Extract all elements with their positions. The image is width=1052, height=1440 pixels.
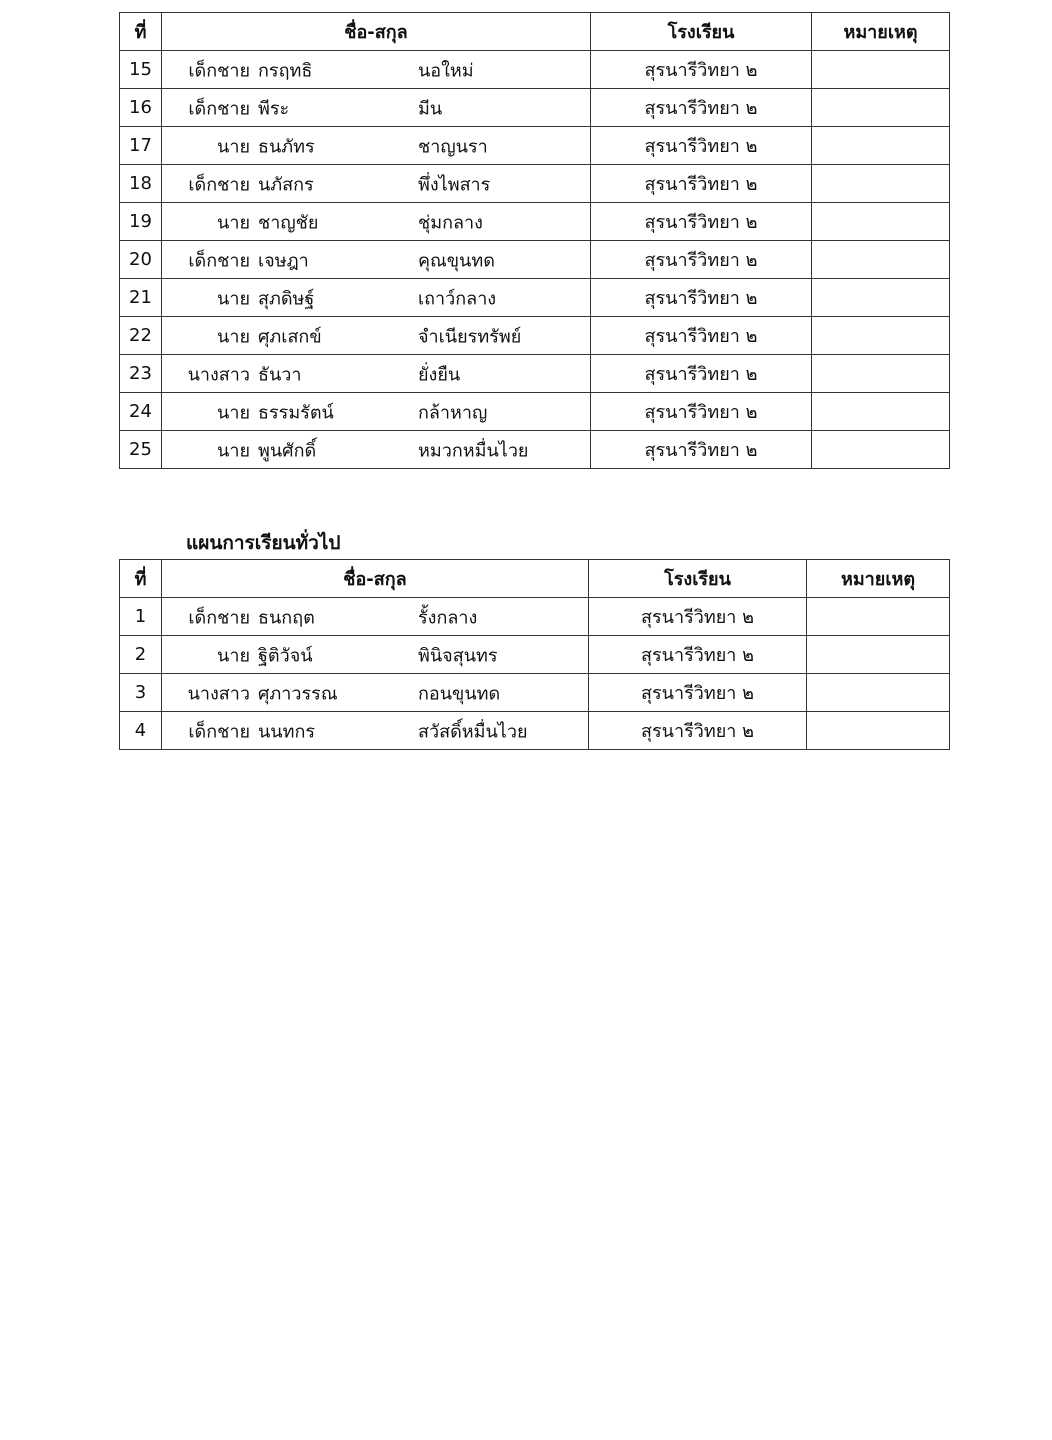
table-header-row [120,560,950,598]
student-name [162,355,591,393]
last-name: นอใหม่ [418,60,474,81]
header-remark: หมายเหตุ [807,560,950,598]
school-name: สุรนารีวิทยา ๒ [589,636,807,674]
row-number: 25 [120,431,162,469]
name-prefix: เด็กชาย [188,721,250,742]
school-name: สุรนารีวิทยา ๒ [591,317,812,355]
last-name: ชุ่มกลาง [418,212,483,233]
name-prefix: เด็กชาย [188,60,250,81]
first-name: พีระ [258,98,290,119]
last-name: เถาว์กลาง [418,288,497,309]
first-name: ศุภเสกข์ [258,326,322,347]
remark-cell [812,241,950,279]
row-number: 4 [120,712,162,750]
school-name: สุรนารีวิทยา ๒ [591,393,812,431]
student-name [162,89,591,127]
row-number: 24 [120,393,162,431]
remark-cell [812,51,950,89]
header-name: ชื่อ-สกุล [162,560,589,598]
student-name [162,317,591,355]
name-prefix: นาย [217,645,250,666]
school-name: สุรนารีวิทยา ๒ [591,89,812,127]
remark-cell [812,393,950,431]
school-name: สุรนารีวิทยา ๒ [591,127,812,165]
name-prefix: เด็กชาย [188,250,250,271]
school-name: สุรนารีวิทยา ๒ [589,598,807,636]
last-name: กอนขุนทด [418,683,501,704]
table-row [120,598,950,636]
table-row [120,317,950,355]
table-row [120,279,950,317]
section-title: แผนการเรียนทั่วไป [186,532,341,554]
school-name: สุรนารีวิทยา ๒ [591,241,812,279]
name-prefix: นาย [217,440,250,461]
row-number: 17 [120,127,162,165]
header-school: โรงเรียน [591,13,812,51]
first-name: เจษฎา [258,250,309,271]
remark-cell [812,89,950,127]
last-name: คุณขุนทด [418,250,495,271]
first-name: ธันวา [258,364,302,385]
remark-cell [812,279,950,317]
school-name: สุรนารีวิทยา ๒ [591,355,812,393]
table-row [120,241,950,279]
first-name: ธนภัทร [258,136,315,157]
table-row [120,51,950,89]
last-name: รั้งกลาง [418,607,478,628]
row-number: 21 [120,279,162,317]
row-number: 15 [120,51,162,89]
first-name: ธรรมรัตน์ [258,402,334,423]
first-name: ชาญชัย [258,212,319,233]
name-prefix: นางสาว [187,683,250,704]
school-name: สุรนารีวิทยา ๒ [589,674,807,712]
remark-cell [812,165,950,203]
row-number: 2 [120,636,162,674]
name-prefix: นางสาว [187,364,250,385]
student-name [162,279,591,317]
name-prefix: นาย [217,288,250,309]
remark-cell [807,636,950,674]
row-number: 3 [120,674,162,712]
table-row [120,636,950,674]
first-name: พูนศักดิ์ [258,440,317,461]
last-name: ชาญนรา [418,136,488,157]
table-row [120,127,950,165]
first-name: ฐิติวัจน์ [258,645,313,666]
last-name: จำเนียรทรัพย์ [418,326,522,347]
remark-cell [812,317,950,355]
row-number: 20 [120,241,162,279]
first-name: ธนกฤต [258,607,315,628]
row-number: 18 [120,165,162,203]
table-row [120,674,950,712]
first-name: กรฤทธิ [258,60,313,81]
last-name: สวัสดิ์หมื่นไวย [418,721,528,742]
table-row [120,165,950,203]
school-name: สุรนารีวิทยา ๒ [591,279,812,317]
last-name: มีน [418,98,443,119]
last-name: พินิจสุนทร [418,645,498,666]
school-name: สุรนารีวิทยา ๒ [591,165,812,203]
name-prefix: นาย [217,326,250,347]
table-row [120,203,950,241]
student-name [162,165,591,203]
student-name [162,241,591,279]
row-number: 16 [120,89,162,127]
table-2-body [120,598,950,750]
remark-cell [807,598,950,636]
student-name [162,51,591,89]
student-table-2 [119,559,950,750]
name-prefix: เด็กชาย [188,98,250,119]
student-name [162,203,591,241]
first-name: นนทกร [258,721,316,742]
student-name [162,598,589,636]
student-name [162,393,591,431]
header-no: ที่ [120,13,162,51]
header-school: โรงเรียน [589,560,807,598]
student-name [162,674,589,712]
header-remark: หมายเหตุ [812,13,950,51]
name-prefix: นาย [217,402,250,423]
header-name: ชื่อ-สกุล [162,13,591,51]
row-number: 22 [120,317,162,355]
table-1-body [120,51,950,469]
last-name: พึ่งไพสาร [418,174,491,195]
remark-cell [812,127,950,165]
table-row [120,431,950,469]
row-number: 1 [120,598,162,636]
header-no: ที่ [120,560,162,598]
school-name: สุรนารีวิทยา ๒ [591,203,812,241]
name-prefix: เด็กชาย [188,607,250,628]
table-header-row [120,13,950,51]
remark-cell [812,431,950,469]
table-row [120,712,950,750]
student-name [162,431,591,469]
student-name [162,127,591,165]
table-row [120,355,950,393]
name-prefix: นาย [217,212,250,233]
row-number: 23 [120,355,162,393]
remark-cell [812,355,950,393]
first-name: ศุภาวรรณ [258,683,338,704]
last-name: หมวกหมื่นไวย [418,440,529,461]
school-name: สุรนารีวิทยา ๒ [589,712,807,750]
row-number: 19 [120,203,162,241]
last-name: กล้าหาญ [418,402,488,423]
school-name: สุรนารีวิทยา ๒ [591,51,812,89]
first-name: สุภดิษฐ์ [258,288,315,309]
table-row [120,89,950,127]
student-name [162,712,589,750]
name-prefix: นาย [217,136,250,157]
student-name [162,636,589,674]
first-name: นภัสกร [258,174,314,195]
remark-cell [807,674,950,712]
table-row [120,393,950,431]
school-name: สุรนารีวิทยา ๒ [591,431,812,469]
last-name: ยั่งยืน [418,364,461,385]
name-prefix: เด็กชาย [188,174,250,195]
remark-cell [812,203,950,241]
remark-cell [807,712,950,750]
student-table-1 [119,12,950,469]
